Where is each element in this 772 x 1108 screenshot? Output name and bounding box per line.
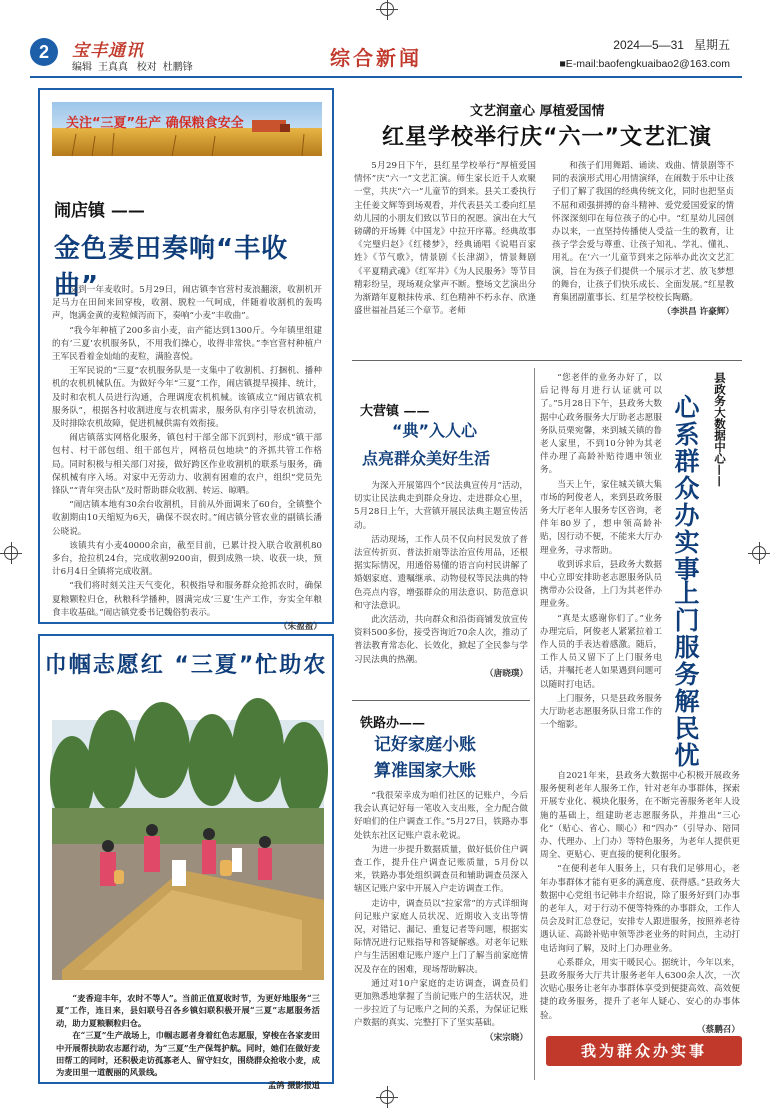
byline: 孟鸽 摄影报道	[268, 1079, 320, 1090]
section-title: 综合新闻	[330, 46, 422, 70]
paragraph: “在便利老年人服务上，只有我们足够用心，老年办事群体才能有更多的满意度、获得感。”县政务大数据中心党组书记韩丰介绍说，除了服务好到门办事的老年人，对于行动不便等特殊的办事群众，工作人员会及时汇总登记，安排专人跟进服务，按照养老待遇认证、高龄补贴申领等涉老业务的时间点，主动打电话询问了解，及时上门办理业务。	[540, 864, 740, 954]
article-body-bottom	[540, 770, 740, 1035]
paragraph: 5月29日下午，县红星学校举行“厚植爱国情怀”庆“六一”文艺汇演。师生家长近千人欢聚一堂，共庆“六一”儿童节的到来。县关工委执行主任姜文辉等到场观看，并代表县关工委向红星幼儿园的小朋友们致以节日的祝愿。演出在大气磅礴的开场舞《中国龙》中拉开序幕。经典故事《完璧归赵》《红楼梦》，经典诵唱《说唱百家姓》《节气歌》，情景剧《长津湖》，情景舞剧《平夏精武魂》《红军井》《为人民服务》等节目精彩纷呈，现场观众掌声不断。整场文艺演出分为渐踏年夏粮抹传承、红色精神不朽永存、欣逢盛世福祉昌延三个章节。老师	[354, 161, 536, 317]
slogan-banner: 我为群众办实事	[546, 1036, 742, 1066]
article-headline-line1: “典”入人心	[392, 421, 478, 440]
caption-paragraph: 在“三夏”生产战场上，巾帼志愿者身着红色志愿服，穿梭在各家麦田中开展帮扶助农志愿行动，为“三夏”生产保驾护航。同时，她们在做好麦田帮工的同时，还积极走访孤寡老人、留守妇女，围绕群众抢收小麦，成为麦田里一道靓丽的风景线。	[56, 1030, 320, 1078]
article-headline: 巾帼志愿红 “三夏”忙助农	[44, 653, 328, 678]
section-divider	[352, 360, 742, 361]
paper-name: 宝丰通讯	[72, 41, 144, 61]
editor-name: 王真真	[98, 62, 128, 73]
paragraph: 此次活动，共向群众和沿街商铺发放宣传资料500多份，接受咨询近70余人次，推动了普法教育常态化、长效化，掀起了全民参与学习民法典的热潮。	[354, 615, 528, 665]
paragraph: 自2021年来，县政务大数据中心积极开展政务服务便利老年人服务工作，针对老年办事群体，探索开展专业化、模块化服务，在不断完善服务老年人设施的基础上，组建助老志愿服务队，并推出“三心化”（贴心、省心、顺心）和“四办”（引导办、陪同办、代理办、上门办）等特色服务，为老年人提供更周全、更贴心、更直接的便利化服务。	[540, 771, 740, 861]
column-divider	[534, 368, 535, 1080]
photo-caption	[56, 992, 320, 1091]
paragraph: “我很荣幸成为咱们社区的记账户，今后我会认真记好每一笔收入支出账，全力配合做好咱们的住户调查工作。”5月27日，铁路办事处铁东社区记账户袁永乾说。	[354, 791, 528, 841]
registration-mark	[4, 546, 18, 560]
registration-mark	[380, 1090, 394, 1104]
byline: （朱盈盈）	[279, 622, 322, 633]
volunteers-photo	[52, 720, 324, 980]
paragraph: 收到诉求后，县政务大数据中心立即安排助老志愿服务队员携带办公设备，上门为其老伴办理业务。	[540, 559, 662, 610]
caption-paragraph: “麦香迎丰年，农时不等人”。当前正值夏收时节，为更好地服务“三夏”工作，连日来，县妇联号召各乡镇妇联积极开展“三夏”志愿服务活动，助力夏粮颗粒归仓。	[56, 993, 320, 1028]
paragraph: 和孩子们用舞蹈、诵读、戏曲、情景剧等不同的表演形式用心用情演绎，在闹数于乐中让孩子们了解了我国的经典传统文化，同时也把坚贞不屈和顽强拼搏的奋斗精神、爱党爱国爱家的情怀深深刻印在每位孩子的心中。“红星幼儿园创办以来，一直坚持传播使人受益一生的教育，让孩子学会爱与尊重、让孩子知礼、学礼、懂礼、用礼。在‘六一’儿童节到来之际举办此次文艺汇演，旨在为孩子们提供一个展示才艺、放飞梦想的舞台，让孩子们快乐成长、全面发展。”红星教育集团副董事长、红星学校校长陶璐。	[552, 161, 734, 304]
editor-credits	[72, 58, 199, 73]
article-kicker: 县政务大数据中心——	[713, 372, 727, 487]
paragraph: 当天上午，家住城关镇大集市场的阿俊老人，来到县政务服务大厅老年人服务专区咨询，老伴年80岁了，想申领高龄补贴，因行动不便，不能来大厅办理业务，寻求帮助。	[540, 479, 662, 556]
paragraph: “闹店镇本地有30余台收割机，目前从外面调来了60台，全镇整个收割期由10天缩短为6天，确保不误农时。”闹店镇分管农业的副镇长潘公晓说。	[52, 500, 322, 537]
banner-title: 关注“三夏”生产 确保粮食安全	[66, 116, 244, 131]
article-headline-line2: 算准国家大账	[374, 761, 476, 781]
paragraph: “真是太感谢你们了。”业务办理完后，阿俊老人紧紧拉着工作人员的手表达着感激。随后，工作人员又留下了上门服务电话，并嘱托老人如果遇到问题可以随时打电话。	[540, 613, 662, 690]
article-body-top	[540, 372, 662, 772]
header-divider	[30, 76, 742, 78]
article-headline-line2: 点亮群众美好生活	[362, 449, 491, 468]
article-body-right	[552, 160, 734, 350]
date-line	[603, 36, 730, 53]
volunteer-article	[38, 634, 334, 1090]
article-headline-line1: 记好家庭小账	[374, 735, 476, 755]
wheat-harvest-article	[38, 88, 334, 633]
article-body	[354, 790, 528, 1090]
paragraph: 为进一步提升数据质量，做好低价住户调查工作，提升住户调查记账质量，5月份以来，铁路办事处组织调查员和辅助调查员深入辖区记账户家中开展入户走访调查工作。	[354, 844, 528, 895]
contact-email: ■E-mail:baofengkuaibao2@163.com	[559, 58, 730, 70]
article-headline-line1: 心系群众办实事	[671, 394, 700, 583]
article-body-left	[354, 160, 536, 350]
wheat-field-banner	[52, 102, 322, 156]
paragraph: 通过对10户家庭的走访调查，调查员们更加熟悉地掌握了当前记账户的生活状况，进一步拉近了与记账户之间的关系，为保证记账户数据的真实、完整打下了坚实基础。	[354, 978, 528, 1029]
paragraph: 上门服务，只是县政务服务大厅助老志愿服务队日常工作的一个缩影。	[540, 693, 662, 731]
page-number: 2	[30, 38, 58, 66]
paragraph: “我们将时刻关注天气变化，积极指导和服务群众抢抓农时，确保夏粮颗粒归仓，秋粮科学播种，圆满完成‘三夏’生产工作，夯实全年粮食丰收基础。”闹店镇党委书记魏俗豹表示。	[52, 581, 322, 618]
issue-weekday: 星期五	[693, 38, 730, 52]
page-header	[30, 36, 742, 74]
article-kicker: 铁路办——	[360, 716, 426, 731]
issue-date: 2024—5—31	[613, 38, 684, 52]
paragraph: 心系群众，用实干暖民心。据统计，今年以来，县政务服务大厅共计服务老年人6300余人次，一次次贴心服务让老年办事群体享受到便捷高效、高效便捷的政务服务，提升了老年人疑心、安心的办事体验。	[540, 957, 740, 1021]
article-body	[52, 284, 322, 633]
byline: （李洪昌 许豪辉）	[662, 307, 734, 318]
article-headline: 金色麦田奏响“丰收曲”	[54, 234, 289, 301]
article-kicker: 闹店镇 ——	[54, 201, 145, 221]
article-kicker: 文艺润童心 厚植爱国情	[470, 104, 605, 119]
section-divider	[352, 700, 530, 701]
paragraph: 走访中，调查员以“拉家常”的方式详细询问记账户家庭人员状况、近期收入支出等情况，对错记、漏记、重复记者等问题，根据实际情况进行记账指导和答疑解惑。对老年记账户与生活困难记账户逐户上门了解当前家庭情况及存在的困难，现场帮助解决。	[354, 898, 528, 975]
paragraph: 为深入开展第四个“民法典宣传月”活动，切实让民法典走到群众身边、走进群众心里，5月28日上午，大营镇开展民法典主题宣传活动。	[354, 481, 528, 531]
paragraph: “您老伴的业务办好了，以后记得每月进行认证就可以了。”5月28日下午，县政务大数据中心政务服务大厅助老志愿服务队员栗宛馨，来到城关镇的鲁老人家里，不到10分钟为其老伴办理了高龄补贴待遇申领业务。	[540, 373, 662, 476]
registration-mark	[380, 2, 394, 16]
paragraph: 该镇共有小麦40000余亩，截至目前，已累计投入联合收割机80多台，抢拉机24台，完成收割9200亩，假到成熟一块、收获一块，预计6月4日全镇将完成收割。	[52, 540, 322, 578]
article-headline: 红星学校举行庆“六一”文艺汇演	[382, 125, 712, 150]
paragraph: 活动现场，工作人员不仅向村民发放了普法宣传折页、普法折扇等法治宣传用品，还根据实际情况，用通俗易懂的语言向村民讲解了婚姻家庭、遗嘱继承、动物侵权等民法典的特色亮点内容，增强群众的用法意识、防范意识和守法意识。	[354, 534, 528, 611]
paragraph: 又到一年麦收时。5月29日，闹店镇李官营村麦浪翻滚，收割机开足马力在田间来回穿梭，收割、脱粒一气呵成，伴随着收割机的轰鸣声，饱满金黄的麦粒倾泻而下，奏响“小麦”丰收曲”。	[52, 285, 322, 322]
registration-mark	[752, 546, 766, 560]
harvest-photo-illustration	[52, 720, 324, 980]
proofreader-name: 杜鹏锋	[162, 62, 193, 73]
article-kicker: 大营镇 ——	[360, 404, 430, 419]
byline: （唐晓璞）	[485, 668, 528, 679]
article-body	[354, 480, 528, 692]
paragraph: “我今年种植了200多亩小麦，亩产能达到1300斤。今年镇里组建的有‘三夏’农机服务队，不用我们操心，收得非常快。”李官营村种植户王军民看着金灿灿的麦粒，满脸喜悦。	[52, 325, 322, 363]
proofreader-label: 校对	[136, 62, 157, 73]
byline: （蔡鹏召）	[697, 1024, 740, 1035]
editor-label: 编辑	[72, 62, 92, 73]
paragraph: 闹店镇落实网格化服务，镇包村干部全部下沉到村，形成“镇干部包村、村干部包组、组干部包片，网格员包地块”的齐抓共管工作格局。同时积极与相关部门对接，做好跨区作业收割机的联系与服务，确保机械有序入场。对家中无劳动力、收割有困难的农户，组织“党员先锋队”“青年突击队”及时帮助群众收割、转运、晾晒。	[52, 433, 322, 497]
byline: （宋宗晓）	[485, 1032, 528, 1043]
paragraph: 王军民说的“三夏”农机服务队是一支集中了收割机、打捆机、播种机的农机机械队伍。为做好今年“三夏”工作，闹店镇提早摸排、统计，及时和农机人员进行沟通，合理调度农机机械。该镇成立“闹店镇农机服务队”，根据各村收割进度与农机需求，服务队有序引导农机流动，及时排除农机故障，促进机械供需有效衔接。	[52, 366, 322, 430]
article-headline-line2: 上门服务解民忧	[671, 580, 700, 769]
